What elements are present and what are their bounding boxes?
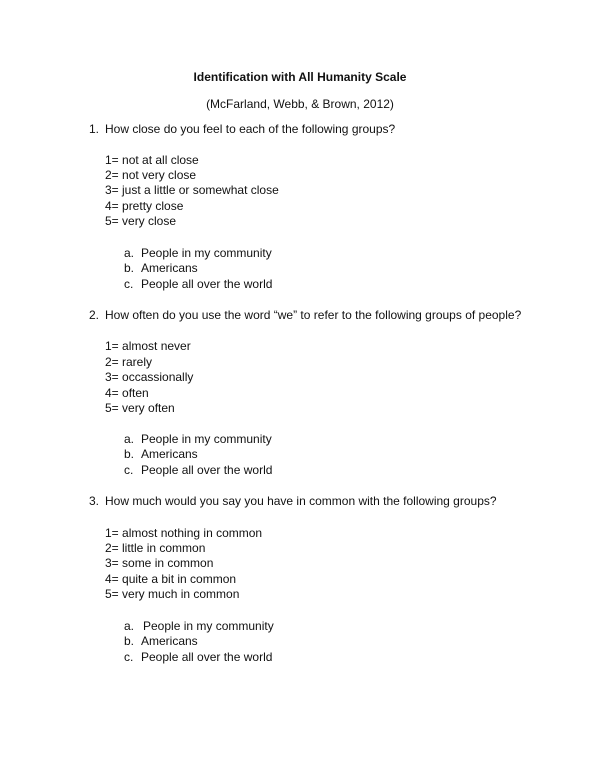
item-text: Americans (141, 447, 198, 461)
scale-option: 3= some in common (105, 556, 214, 570)
item-text: Americans (141, 261, 198, 275)
scale-option: 2= little in common (105, 541, 206, 555)
question-text: How much would you say you have in common with the following groups? (105, 494, 497, 508)
scale-option: 4= pretty close (105, 199, 184, 213)
document-citation: (McFarland, Webb, & Brown, 2012) (206, 97, 394, 111)
scale-option: 4= quite a bit in common (105, 572, 237, 586)
scale-option: 1= not at all close (105, 153, 199, 167)
item-letter: a. (124, 432, 135, 446)
item-letter: b. (124, 447, 135, 461)
item-text: People all over the world (141, 277, 273, 291)
question-number: 1. (89, 122, 100, 136)
scale-option: 5= very much in common (105, 587, 240, 601)
scale-option: 2= rarely (105, 355, 153, 369)
document-title: Identification with All Humanity Scale (193, 70, 407, 84)
scale-option: 4= often (105, 386, 149, 400)
question-text: How close do you feel to each of the following groups? (105, 122, 396, 136)
scale-option: 2= not very close (105, 168, 197, 182)
item-text: People all over the world (141, 463, 273, 477)
item-letter: c. (124, 463, 134, 477)
scale-option: 3= just a little or somewhat close (105, 183, 279, 197)
item-text: Americans (141, 634, 198, 648)
scale-option: 3= occassionally (105, 370, 194, 384)
item-text: People in my community (143, 619, 274, 633)
item-text: People in my community (141, 246, 272, 260)
question-number: 2. (89, 308, 100, 322)
item-letter: b. (124, 261, 135, 275)
scale-option: 1= almost nothing in common (105, 526, 263, 540)
scale-option: 5= very often (105, 401, 175, 415)
item-letter: c. (124, 650, 134, 664)
item-letter: a. (124, 619, 135, 633)
question-number: 3. (89, 494, 100, 508)
scale-option: 5= very close (105, 214, 177, 228)
item-text: People in my community (141, 432, 272, 446)
question-text: How often do you use the word “we” to refer to the following groups of people? (105, 308, 522, 322)
item-text: People all over the world (141, 650, 273, 664)
item-letter: c. (124, 277, 134, 291)
item-letter: b. (124, 634, 135, 648)
item-letter: a. (124, 246, 135, 260)
scale-option: 1= almost never (105, 339, 191, 353)
